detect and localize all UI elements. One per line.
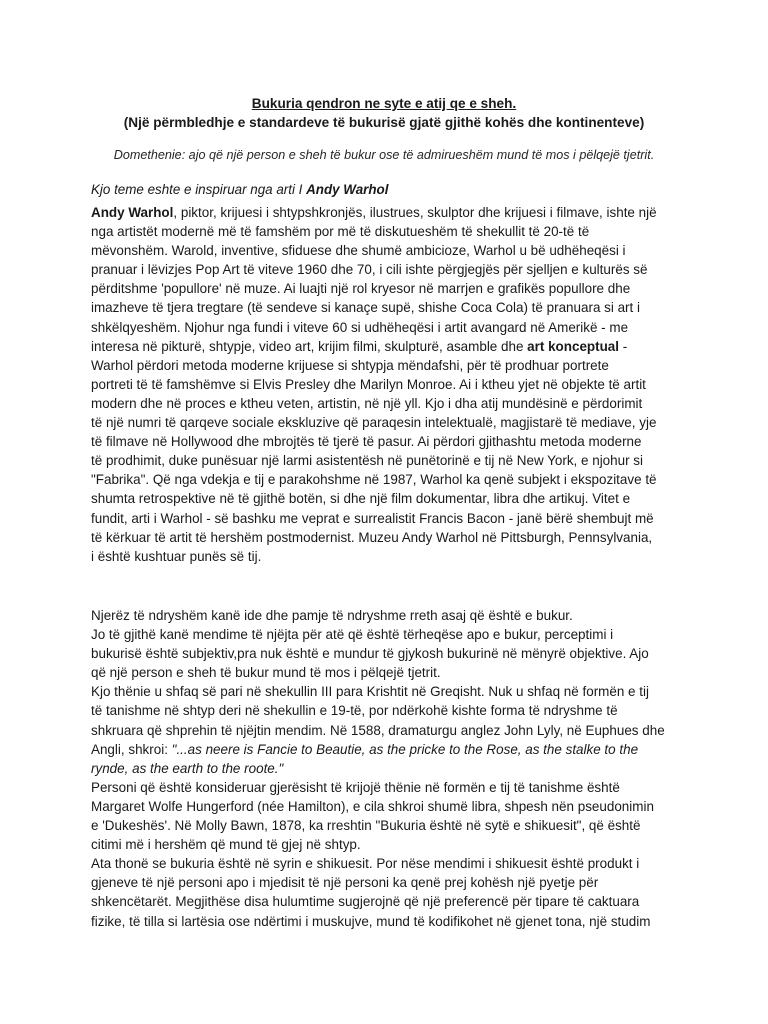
paragraph-line: Ata thonë se bukuria është në syrin e shikuesit. Por nëse mendimi i shikuesit është produkt i xyxy=(91,856,640,872)
paragraph-line: të prodhimit, duke punësuar një larmi asistentësh në punëtorinë e tij në New York, e njohur si xyxy=(91,453,644,469)
paragraph-line: "Fabrika". Që nga vdekja e tij e parakohshme në 1987, Warhol ka qenë subjekt i ekspozitave të xyxy=(91,472,657,488)
paragraph-line: pranuar i lëvizjes Pop Art të viteve 1960 dhe 70, i cili ishte përgjegjës për sjelljen e kulturës së xyxy=(91,262,648,278)
document-subtitle: (Një përmbledhje e standardeve të bukurisë gjatë gjithë kohës dhe kontinenteve) xyxy=(123,115,645,130)
paragraph-line: interesa në pikturë, shtypje, video art, krijim filmi, skulpturë, asamble dhe art konceptual - xyxy=(91,338,628,354)
paragraph-line: shkruara që shprehin të njëjtin mendim. Në 1588, dramaturgu anglez John Lyly, në Euphues dhe xyxy=(91,722,665,738)
quote-text: ynde, as the earth to the roote." xyxy=(95,760,284,776)
document-title: Bukuria qendron ne syte e atij qe e sheh. xyxy=(251,96,517,111)
paragraph-line: të filmave në Hollywood dhe mbrojtës të tjerë të pasur. Ai përdori gjithashtu metoda moderne xyxy=(91,434,642,450)
paragraph-line: portreti të të famshëmve si Elvis Presley dhe Marilyn Monroe. Ai i ktheu yjet në objekte të artit xyxy=(91,376,646,392)
paragraph-line: Kjo thënie u shfaq së pari në shekullin III para Krishtit në Greqisht. Nuk u shfaq në formën e tij xyxy=(91,684,649,700)
paragraph-line: Personi që është konsideruar gjerësisht të krijojë thënie në formën e tij të tanishme është xyxy=(91,779,620,795)
paragraph-line: të tanishme në shtyp deri në shekullin e 19-të, por ndërkohë kishte forma të ndryshme të xyxy=(91,703,618,719)
inspired-by-line xyxy=(91,182,388,197)
paragraph-line: i është kushtuar punës së tij. xyxy=(91,548,262,564)
paragraph-line: përditshme 'popullore' në muze. Ai luajti një rol kryesor në marrjen e grafikës popullore dhe xyxy=(91,281,631,297)
inspired-artist-name: Andy Warhol xyxy=(306,182,389,197)
definition-text: Domethenie: ajo që një person e sheh të bukur ose të admirueshëm mund të mos i pëlqejë tjetrit. xyxy=(113,148,655,162)
paragraph-line: shumta retrospektive në të gjithë botën, si dhe një film dokumentar, libra dhe artikuj. Vitet e xyxy=(91,491,631,507)
quote-text: "...as neere is Fancie to Beautie, as the pricke to the Rose, as the stalke to the xyxy=(171,741,639,757)
paragraph-line: imazheve të tjera tregtare (të sendeve si kanaçe supë, shishe Coca Cola) të pranuara si art i xyxy=(91,300,640,316)
paragraph-line: fundit, arti i Warhol - së bashku me veprat e surrealistit Francis Bacon - janë bërë shembujt më xyxy=(91,510,654,526)
bold-phrase: art konceptual xyxy=(527,338,620,354)
paragraph-line: bukurisë është subjektiv,pra nuk është e mundur të gjykosh bukurinë në mënyrë objektive. Ajo xyxy=(91,646,649,662)
paragraph-line: fizike, të tilla si lartësia ose ndërtimi i muskujve, mund të kodifikohet në gjenet tona, një studim xyxy=(91,913,651,929)
paragraph-line: Warhol përdori metoda moderne krijuese si shtypja mëndafshi, për të prodhuar portrete xyxy=(91,357,609,373)
paragraph-line: të kërkuar të artit të hershëm postmodernist. Muzeu Andy Warhol në Pittsburgh, Pennsylvania, xyxy=(91,529,653,545)
paragraph-line: nga artistët modernë më të famshëm por më të diskutueshëm të shekullit të 20-të të xyxy=(91,224,590,240)
paragraph-andy-warhol xyxy=(91,203,691,566)
paragraph-line: citimi më i hershëm që mund të gjej në shtyp. xyxy=(91,837,361,853)
paragraph-line: shkencëtarët. Megjithëse disa hulumtime sugjerojnë që një preferencë për tipare të caktuara xyxy=(91,894,640,910)
paragraph-line: shkëlqyeshëm. Njohur nga fundi i viteve 60 si udhëheqësi i artit avangard në Amerikë - me xyxy=(91,319,629,335)
lead-bold-name: Andy Warhol xyxy=(91,205,174,220)
paragraph-line: mëvonshëm. Warold, inventive, sfiduese dhe shumë ambicioze, Warhol u bë udhëheqësi i xyxy=(91,243,626,259)
paragraph-line: Jo të gjithë kanë mendime të njëjta për atë që është tërheqëse apo e bukur, perceptimi i xyxy=(91,627,614,643)
inspired-prefix: Kjo teme eshte e inspiruar nga arti I xyxy=(91,182,307,197)
quote-text: r xyxy=(91,760,96,776)
paragraph-line xyxy=(91,759,691,778)
paragraph-beauty-beholder xyxy=(91,606,691,931)
paragraph-line: gjeneve të një personi apo i mjedisit të një personi ka qenë prej kohësh një pyetje për xyxy=(91,875,599,891)
paragraph-line: të një numri të qarqeve sociale ekskluzive që paraqesin intelektualë, magjistarë të mediave, yje xyxy=(91,415,657,431)
paragraph-line: Angli, shkroi: "...as neere is Fancie to Beautie, as the pricke to the Rose, as the stalke to the xyxy=(91,741,639,757)
paragraph-line: Andy Warhol, piktor, krijuesi i shtypshkronjës, ilustrues, skulptor dhe krijuesi i filmave, ishte një xyxy=(91,205,657,220)
paragraph-line: që një person e sheh të bukur mund të mos i pëlqejë tjetrit. xyxy=(91,665,441,681)
paragraph-line: Margaret Wolfe Hungerford (née Hamilton), e cila shkroi shumë libra, shpesh nën pseudonimin xyxy=(91,798,654,814)
paragraph-line: modern dhe në proces e ktheu veten, artistin, në një yll. Kjo i dha atij mundësinë e përdorimit xyxy=(91,395,643,411)
paragraph-line: e 'Dukeshës'. Në Molly Bawn, 1878, ka rreshtin "Bukuria është në sytë e shikuesit", që është xyxy=(91,818,641,834)
paragraph-line: Njerëz të ndryshëm kanë ide dhe pamje të ndryshme rreth asaj që është e bukur. xyxy=(91,608,573,623)
